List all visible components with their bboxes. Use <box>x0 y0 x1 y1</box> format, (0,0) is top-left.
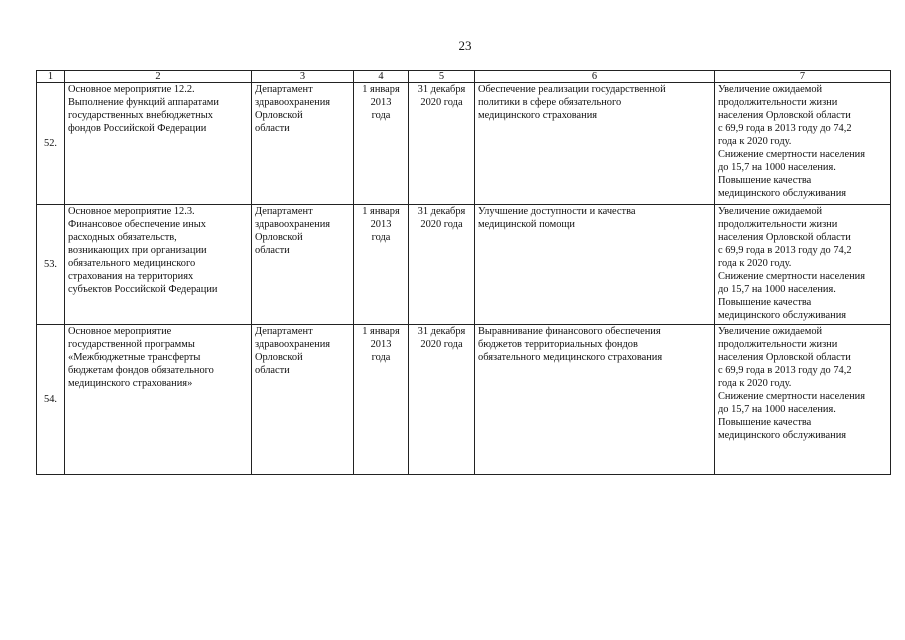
executor-cell <box>252 83 354 205</box>
measure-line: государственных внебюджетных <box>68 110 213 121</box>
measure-line: государственной программы <box>68 339 195 350</box>
executor-line: области <box>255 123 290 134</box>
result-line: Улучшение доступности и качества <box>478 206 636 217</box>
result-line: обязательного медицинского страхования <box>478 352 663 363</box>
measure-line: фондов Российской Федерации <box>68 123 207 134</box>
end-date-line: 31 декабря <box>417 326 466 337</box>
header-cell: 4 <box>354 71 409 83</box>
indicator-line: Увеличение ожидаемой <box>718 84 823 95</box>
measure-line: медицинского страхования» <box>68 378 193 389</box>
indicator-line: с 69,9 года в 2013 году до 74,2 <box>718 365 852 376</box>
result-cell <box>475 83 715 205</box>
executor-line: Орловской <box>255 232 303 243</box>
indicator-line: с 69,9 года в 2013 году до 74,2 <box>718 245 852 256</box>
measure-cell <box>65 83 252 205</box>
start-date-cell <box>354 325 409 475</box>
page-number: 23 <box>458 38 472 53</box>
start-date-line: 1 января <box>362 206 400 217</box>
result-line: медицинской помощи <box>478 219 575 230</box>
executor-line: Департамент <box>255 206 313 217</box>
header-cell: 6 <box>475 71 715 83</box>
indicator-line: продолжительности жизни <box>718 339 838 350</box>
indicator-line: медицинского обслуживания <box>718 310 847 321</box>
result-line: политики в сфере обязательного <box>478 97 622 108</box>
measure-line: обязательного медицинского <box>68 258 196 269</box>
end-date-cell <box>409 83 475 205</box>
result-line: бюджетов территориальных фондов <box>478 339 638 350</box>
measure-line: «Межбюджетные трансферты <box>68 352 201 363</box>
measure-line: возникающих при организации <box>68 245 207 256</box>
indicators-cell <box>715 83 891 205</box>
result-line: Обеспечение реализации государственной <box>478 84 666 95</box>
indicator-line: продолжительности жизни <box>718 219 838 230</box>
indicator-line: Снижение смертности населения <box>718 149 865 160</box>
indicator-line: продолжительности жизни <box>718 97 838 108</box>
indicator-line: Повышение качества <box>718 297 812 308</box>
executor-cell <box>252 325 354 475</box>
executor-line: Орловской <box>255 110 303 121</box>
indicators-cell <box>715 205 891 325</box>
end-date-line: 2020 года <box>420 339 463 350</box>
measures-table <box>36 70 891 475</box>
result-line: Выравнивание финансового обеспечения <box>478 326 661 337</box>
indicator-line: населения Орловской области <box>718 232 851 243</box>
executor-line: Орловской <box>255 352 303 363</box>
measure-cell <box>65 325 252 475</box>
table-row <box>37 205 891 325</box>
result-cell <box>475 205 715 325</box>
start-date-cell <box>354 83 409 205</box>
end-date-line: 2020 года <box>420 219 463 230</box>
result-cell <box>475 325 715 475</box>
executor-line: здравоохранения <box>255 339 331 350</box>
indicator-line: медицинского обслуживания <box>718 188 847 199</box>
indicator-line: до 15,7 на 1000 населения. <box>718 162 836 173</box>
end-date-line: 2020 года <box>420 97 463 108</box>
measure-line: Основное мероприятие 12.3. <box>68 206 195 217</box>
indicator-line: населения Орловской области <box>718 110 851 121</box>
executor-line: области <box>255 365 290 376</box>
table-row <box>37 83 891 205</box>
indicator-line: Снижение смертности населения <box>718 391 865 402</box>
end-date-line: 31 декабря <box>417 84 466 95</box>
header-cell: 7 <box>715 71 891 83</box>
start-date-line: года <box>371 232 391 243</box>
end-date-line: 31 декабря <box>417 206 466 217</box>
row-number: 52. <box>37 83 65 205</box>
start-date-line: 2013 <box>370 219 392 230</box>
end-date-cell <box>409 325 475 475</box>
executor-line: здравоохранения <box>255 219 331 230</box>
table-row <box>37 325 891 475</box>
row-number: 53. <box>37 205 65 325</box>
measure-line: Выполнение функций аппаратами <box>68 97 219 108</box>
measure-line: Основное мероприятие 12.2. <box>68 84 195 95</box>
measure-line: Финансовое обеспечение иных <box>68 219 206 230</box>
indicator-line: с 69,9 года в 2013 году до 74,2 <box>718 123 852 134</box>
executor-line: Департамент <box>255 326 313 337</box>
measure-line: субъектов Российской Федерации <box>68 284 218 295</box>
indicator-line: Снижение смертности населения <box>718 271 865 282</box>
indicator-line: до 15,7 на 1000 населения. <box>718 404 836 415</box>
executor-cell <box>252 205 354 325</box>
end-date-cell <box>409 205 475 325</box>
indicator-line: года к 2020 году. <box>718 258 792 269</box>
result-line: медицинского страхования <box>478 110 598 121</box>
header-cell: 5 <box>409 71 475 83</box>
indicator-line: до 15,7 на 1000 населения. <box>718 284 836 295</box>
indicator-line: Повышение качества <box>718 417 812 428</box>
table-header-row <box>37 71 891 83</box>
indicator-line: года к 2020 году. <box>718 378 792 389</box>
indicator-line: года к 2020 году. <box>718 136 792 147</box>
indicator-line: населения Орловской области <box>718 352 851 363</box>
indicator-line: Увеличение ожидаемой <box>718 326 823 337</box>
measure-line: бюджетам фондов обязательного <box>68 365 214 376</box>
measure-cell <box>65 205 252 325</box>
start-date-line: 2013 <box>370 339 392 350</box>
measure-line: страхования на территориях <box>68 271 194 282</box>
header-cell: 2 <box>65 71 252 83</box>
row-number: 54. <box>37 325 65 475</box>
start-date-cell <box>354 205 409 325</box>
header-cell: 1 <box>37 71 65 83</box>
executor-line: здравоохранения <box>255 97 331 108</box>
executor-line: Департамент <box>255 84 313 95</box>
start-date-line: 2013 <box>370 97 392 108</box>
start-date-line: 1 января <box>362 84 400 95</box>
measure-line: расходных обязательств, <box>68 232 177 243</box>
indicator-line: Повышение качества <box>718 175 812 186</box>
measure-line: Основное мероприятие <box>68 326 172 337</box>
indicator-line: Увеличение ожидаемой <box>718 206 823 217</box>
header-cell: 3 <box>252 71 354 83</box>
start-date-line: 1 января <box>362 326 400 337</box>
indicator-line: медицинского обслуживания <box>718 430 847 441</box>
executor-line: области <box>255 245 290 256</box>
start-date-line: года <box>371 110 391 121</box>
start-date-line: года <box>371 352 391 363</box>
indicators-cell <box>715 325 891 475</box>
